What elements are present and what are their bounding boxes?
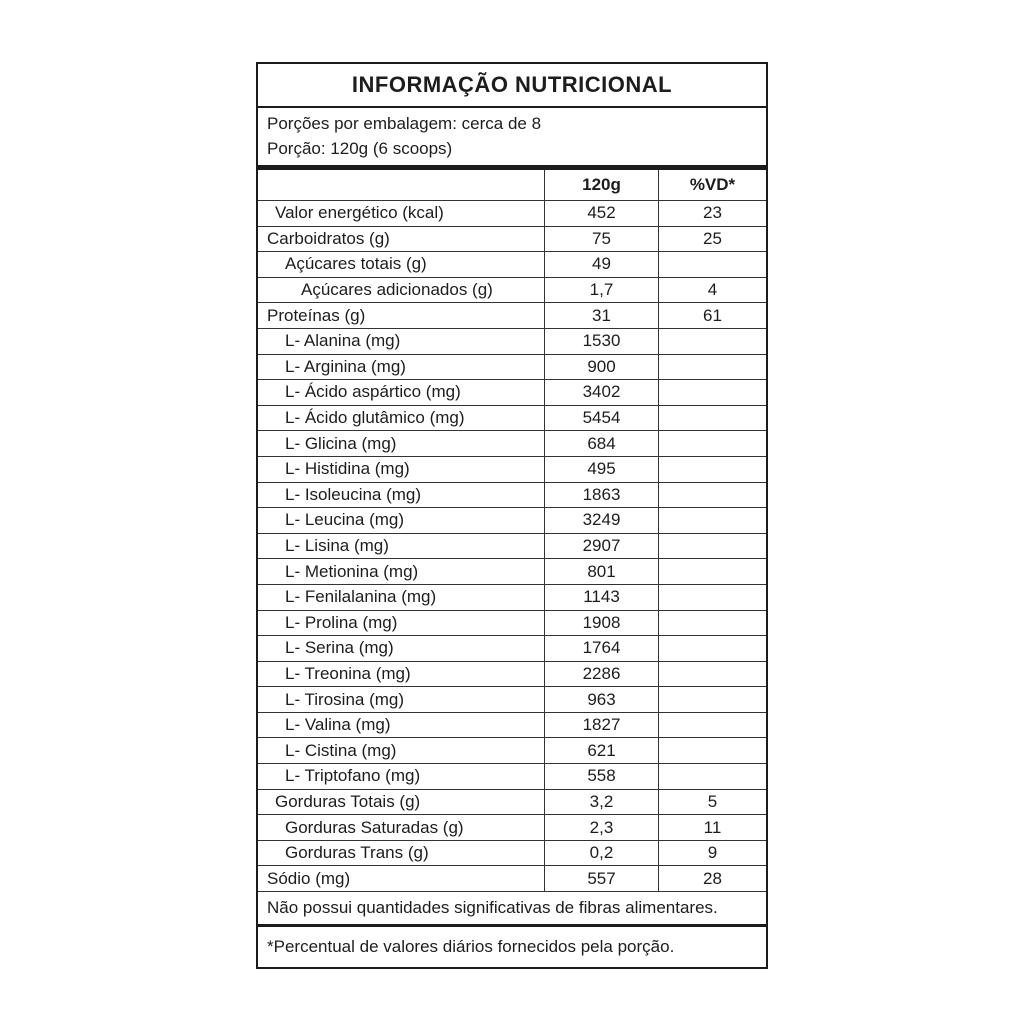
nutrient-name: L- Isoleucina (mg) — [285, 484, 422, 504]
nutrient-name: Carboidratos (g) — [267, 228, 390, 248]
nutrient-name: L- Alanina (mg) — [285, 331, 401, 351]
nutrient-name: Açúcares adicionados (g) — [301, 280, 493, 300]
nutrient-row — [258, 713, 766, 739]
nutrient-amount: 3,2 — [544, 790, 658, 815]
nutrient-dv — [658, 738, 766, 763]
nutrient-row — [258, 764, 766, 790]
nutrient-dv — [658, 252, 766, 277]
nutrient-dv — [658, 329, 766, 354]
nutrient-amount: 49 — [544, 252, 658, 277]
nutrient-row — [258, 534, 766, 560]
nutrient-row — [258, 738, 766, 764]
nutrient-name: Proteínas (g) — [267, 305, 366, 325]
nutrient-dv — [658, 559, 766, 584]
serving-info — [258, 108, 766, 170]
nutrient-name: L- Lisina (mg) — [285, 536, 389, 556]
nutrient-name: L- Metionina (mg) — [285, 561, 419, 581]
nutrient-dv: 25 — [658, 227, 766, 252]
nutrient-name: Gorduras Saturadas (g) — [285, 817, 464, 837]
nutrition-facts-panel — [256, 62, 768, 969]
nutrient-name: Gorduras Totais (g) — [275, 791, 421, 811]
column-header-amount: 120g — [544, 170, 658, 200]
nutrient-row — [258, 662, 766, 688]
nutrient-amount: 1863 — [544, 483, 658, 508]
nutrient-name: L- Histidina (mg) — [285, 459, 410, 479]
dv-footnote: *Percentual de valores diários fornecidos pela porção. — [267, 937, 675, 957]
nutrient-amount: 1530 — [544, 329, 658, 354]
nutrient-amount: 1908 — [544, 611, 658, 636]
nutrient-row — [258, 790, 766, 816]
nutrient-amount: 2907 — [544, 534, 658, 559]
nutrient-row — [258, 227, 766, 253]
nutrient-name: L- Prolina (mg) — [285, 612, 398, 632]
nutrient-row — [258, 687, 766, 713]
nutrient-amount: 75 — [544, 227, 658, 252]
nutrient-name: Açúcares totais (g) — [285, 254, 427, 274]
nutrient-name: Valor energético (kcal) — [275, 203, 444, 223]
nutrient-dv: 28 — [658, 866, 766, 891]
nutrient-amount: 900 — [544, 355, 658, 380]
nutrient-dv: 5 — [658, 790, 766, 815]
nutrient-amount: 557 — [544, 866, 658, 891]
column-header-dv: %VD* — [658, 170, 766, 200]
servings-per-package-text: Porções por embalagem: cerca de 8 — [267, 114, 542, 133]
nutrient-dv — [658, 636, 766, 661]
nutrient-amount: 1,7 — [544, 278, 658, 303]
nutrient-row — [258, 815, 766, 841]
nutrient-dv — [658, 687, 766, 712]
nutrient-row — [258, 585, 766, 611]
nutrient-amount: 452 — [544, 201, 658, 226]
nutrient-dv: 9 — [658, 841, 766, 866]
nutrient-row — [258, 252, 766, 278]
nutrient-row — [258, 278, 766, 304]
nutrient-amount: 3249 — [544, 508, 658, 533]
nutrient-row — [258, 406, 766, 432]
nutrient-dv — [658, 355, 766, 380]
nutrient-dv — [658, 457, 766, 482]
nutrient-name: L- Tirosina (mg) — [285, 689, 405, 709]
nutrient-name: Sódio (mg) — [267, 868, 351, 888]
nutrient-name: L- Ácido aspártico (mg) — [285, 382, 461, 402]
nutrient-row — [258, 636, 766, 662]
nutrient-amount: 5454 — [544, 406, 658, 431]
nutrient-dv — [658, 380, 766, 405]
nutrient-row — [258, 841, 766, 867]
nutrient-name: L- Triptofano (mg) — [285, 766, 421, 786]
nutrient-name: L- Serina (mg) — [285, 638, 394, 658]
nutrient-name: L- Treonina (mg) — [285, 663, 411, 683]
nutrient-row — [258, 559, 766, 585]
nutrient-amount: 1143 — [544, 585, 658, 610]
nutrient-row — [258, 355, 766, 381]
nutrient-row — [258, 329, 766, 355]
nutrient-name: L- Leucina (mg) — [285, 510, 405, 530]
nutrient-dv: 61 — [658, 303, 766, 328]
nutrient-row — [258, 508, 766, 534]
nutrient-dv — [658, 534, 766, 559]
nutrient-name: L- Arginina (mg) — [285, 356, 406, 376]
nutrient-row — [258, 303, 766, 329]
nutrient-dv — [658, 764, 766, 789]
nutrient-amount: 495 — [544, 457, 658, 482]
nutrient-amount: 1827 — [544, 713, 658, 738]
nutrient-row — [258, 483, 766, 509]
nutrient-name: L- Glicina (mg) — [285, 433, 397, 453]
nutrient-name: Gorduras Trans (g) — [285, 843, 429, 863]
nutrient-row — [258, 866, 766, 892]
nutrient-amount: 2286 — [544, 662, 658, 687]
nutrient-dv: 23 — [658, 201, 766, 226]
nutrient-amount: 0,2 — [544, 841, 658, 866]
nutrient-dv: 4 — [658, 278, 766, 303]
nutrient-amount: 2,3 — [544, 815, 658, 840]
nutrient-name: L- Fenilalanina (mg) — [285, 587, 437, 607]
nutrient-amount: 558 — [544, 764, 658, 789]
nutrient-row — [258, 431, 766, 457]
column-header-row — [258, 170, 766, 201]
nutrient-amount: 1764 — [544, 636, 658, 661]
nutrient-name: L- Ácido glutâmico (mg) — [285, 408, 465, 428]
nutrient-dv: 11 — [658, 815, 766, 840]
nutrient-row — [258, 201, 766, 227]
portion-size-text: Porção: 120g (6 scoops) — [267, 139, 453, 158]
nutrient-dv — [658, 406, 766, 431]
column-header-spacer — [258, 170, 544, 200]
nutrient-rows — [258, 201, 766, 892]
nutrient-name: L- Cistina (mg) — [285, 740, 397, 760]
fiber-note: Não possui quantidades significativas de fibras alimentares. — [258, 892, 766, 927]
nutrient-dv — [658, 611, 766, 636]
nutrient-dv — [658, 483, 766, 508]
nutrient-amount: 963 — [544, 687, 658, 712]
nutrient-name: L- Valina (mg) — [285, 715, 391, 735]
nutrient-dv — [658, 585, 766, 610]
panel-title: INFORMAÇÃO NUTRICIONAL — [258, 64, 766, 108]
nutrient-dv — [658, 431, 766, 456]
nutrient-amount: 801 — [544, 559, 658, 584]
nutrient-dv — [658, 713, 766, 738]
nutrient-row — [258, 611, 766, 637]
nutrient-dv — [658, 662, 766, 687]
nutrient-amount: 684 — [544, 431, 658, 456]
nutrient-row — [258, 380, 766, 406]
nutrient-dv — [658, 508, 766, 533]
nutrient-amount: 621 — [544, 738, 658, 763]
nutrient-row — [258, 457, 766, 483]
nutrient-amount: 31 — [544, 303, 658, 328]
nutrient-amount: 3402 — [544, 380, 658, 405]
